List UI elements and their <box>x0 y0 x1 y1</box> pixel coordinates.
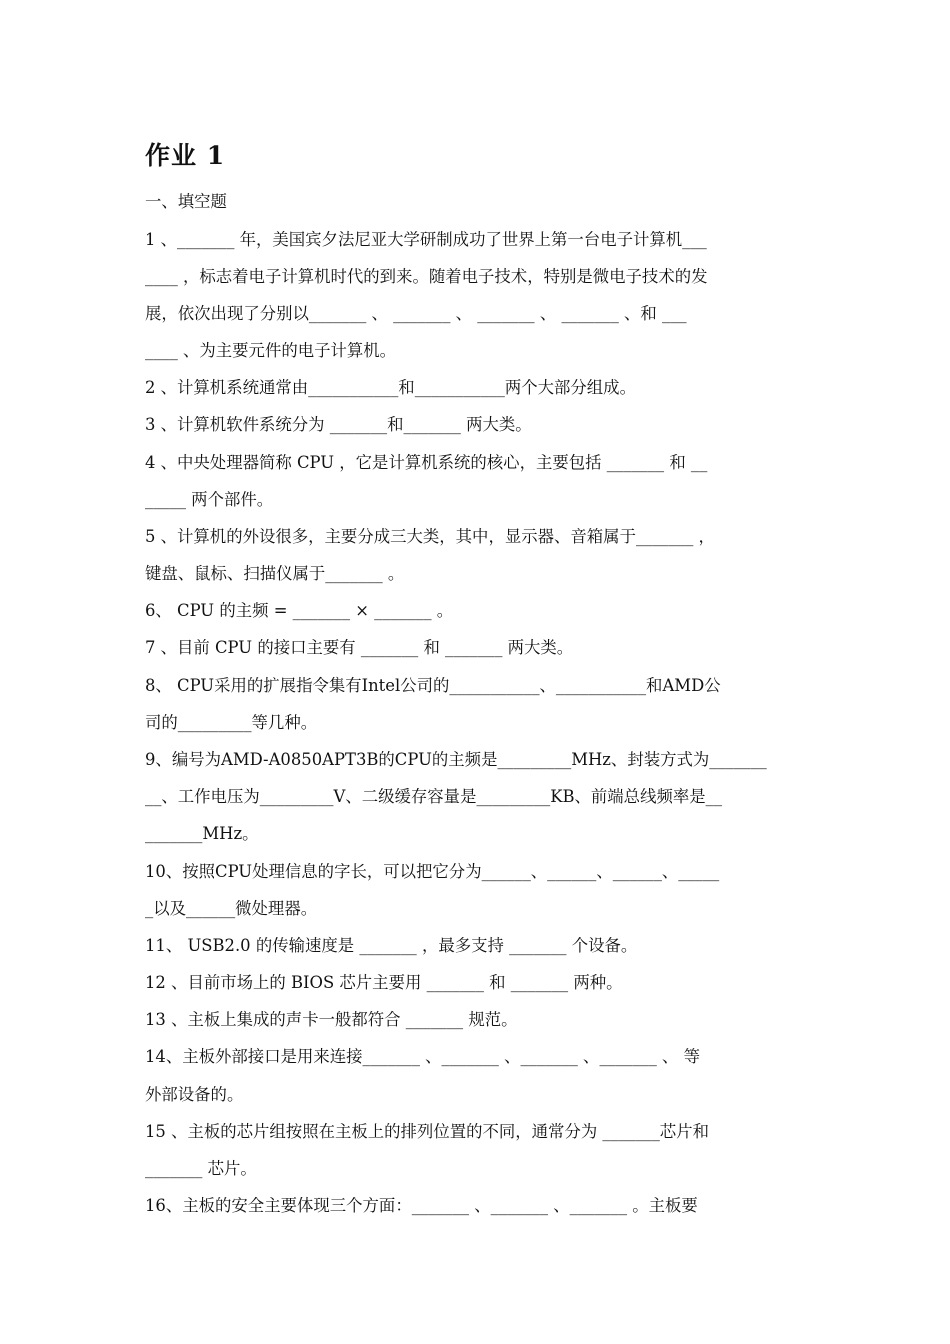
text-line-15: 9、编号为AMD-A0850APT3B的CPU的主频是_________MHz、封装方式为_______ <box>145 750 767 769</box>
text-line-20: 11、 USB2.0 的传输速度是 _______ ，最多支持 _______ 个设备。 <box>145 936 638 955</box>
text-line-23: 14、主板外部接口是用来连接_______ 、_______ 、_______ 、_______ 、 等 <box>145 1047 701 1066</box>
text-line-3: 展，依次出现了分别以_______ 、 _______ 、 _______ 、 _______ 、和 ___ <box>145 304 687 323</box>
text-line-2: ____ ，标志着电子计算机时代的到来。随着电子技术，特别是微电子技术的发 <box>145 267 708 286</box>
text-line-14: 司的_________等几种。 <box>145 713 318 732</box>
text-line-9: 5 、计算机的外设很多，主要分成三大类，其中，显示器、音箱属于_______ ， <box>145 527 715 546</box>
text-line-5: 2 、计算机系统通常由___________和___________两个大部分组成。 <box>145 378 636 397</box>
text-line-22: 13 、主板上集成的声卡一般都符合 _______ 规范。 <box>145 1010 518 1029</box>
text-line-11: 6、 CPU 的主频 = _______ × _______ 。 <box>145 601 454 620</box>
text-line-19: _以及______微处理器。 <box>145 899 318 918</box>
page-title: 作业 1 <box>145 141 226 170</box>
text-line-25: 15 、主板的芯片组按照在主板上的排列位置的不同，通常分为 _______芯片和 <box>145 1122 709 1141</box>
text-line-12: 7 、目前 CPU 的接口主要有 _______ 和 _______ 两大类。 <box>145 638 574 657</box>
text-line-8: _____ 两个部件。 <box>145 490 274 509</box>
text-line-10: 键盘、鼠标、扫描仪属于_______ 。 <box>145 564 405 583</box>
text-line-16: __、工作电压为_________V、二级缓存容量是_________KB、前端总线频率是__ <box>145 787 723 806</box>
text-line-6: 3 、计算机软件系统分为 _______和_______ 两大类。 <box>145 415 532 434</box>
section-heading: 一、填空题 <box>145 192 227 211</box>
text-line-13: 8、 CPU采用的扩展指令集有Intel公司的___________、___________和AMD公 <box>145 676 721 695</box>
text-line-18: 10、按照CPU处理信息的字长，可以把它分为______、______、______、_____ <box>145 862 720 881</box>
text-line-21: 12 、目前市场上的 BIOS 芯片主要用 _______ 和 _______ 两种。 <box>145 973 623 992</box>
text-line-26: _______ 芯片。 <box>145 1159 257 1178</box>
text-line-24: 外部设备的。 <box>145 1085 244 1104</box>
text-line-7: 4 、中央处理器简称 CPU ，它是计算机系统的核心，主要包括 _______ 和 __ <box>145 453 708 472</box>
text-line-17: _______MHz。 <box>145 824 259 843</box>
text-line-4: ____ 、为主要元件的电子计算机。 <box>145 341 397 360</box>
text-line-27: 16、主板的安全主要体现三个方面：_______ 、_______ 、_______ 。主板要 <box>145 1196 698 1215</box>
text-line-1: 1 、_______ 年，美国宾夕法尼亚大学研制成功了世界上第一台电子计算机___ <box>145 230 707 249</box>
